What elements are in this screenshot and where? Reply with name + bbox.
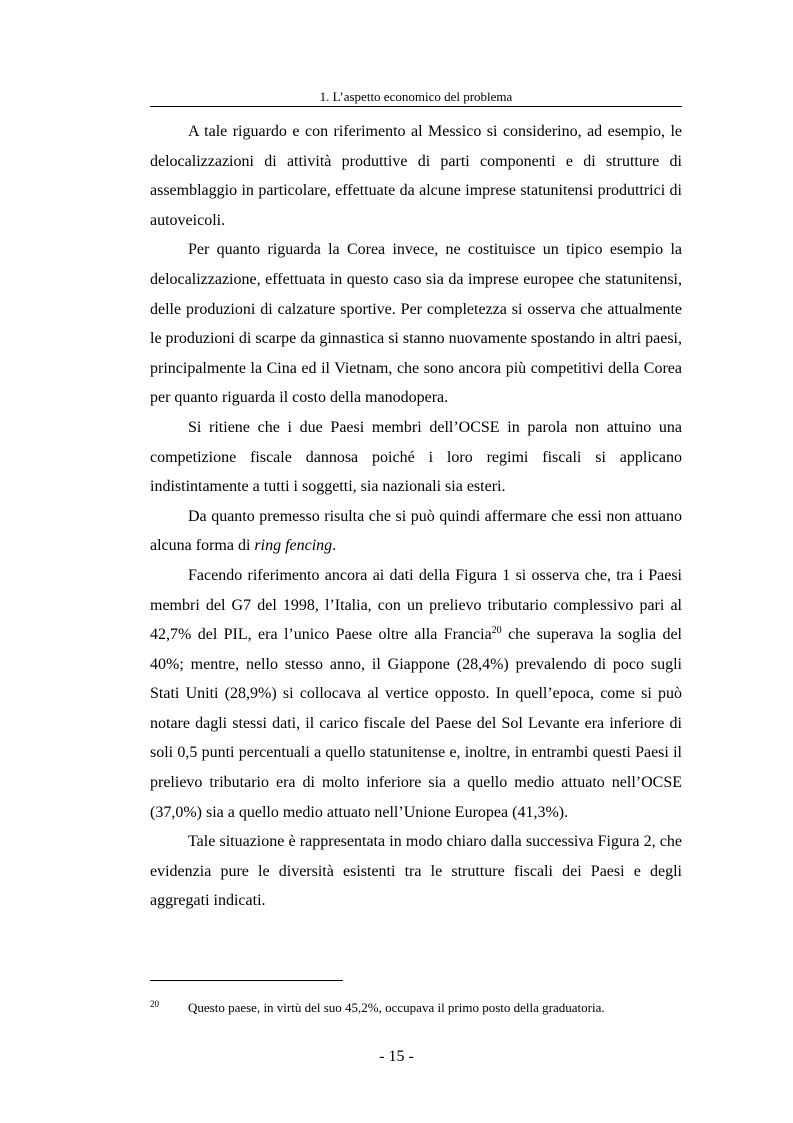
paragraph-ring-fencing-end: . <box>332 537 337 555</box>
header-rule <box>150 106 682 107</box>
paragraph-ring-fencing <box>150 502 682 561</box>
paragraph-g7-text: Facendo riferimento ancora ai dati della Figura 1 si osserva che, tra i Paesi membri del G7 del 1998, l’Italia, con un prelievo tributario complessivo pari al 42,7% del PIL, era l’unico Paese oltre alla Francia <box>150 566 682 644</box>
running-header: 1. L’aspetto economico del problema <box>319 89 513 104</box>
footnote-text: Questo paese, in virtù del suo 45,2%, occupava il primo posto della graduatoria. <box>188 1000 605 1015</box>
body-text <box>150 117 682 916</box>
paragraph-g7 <box>150 561 682 827</box>
footnote-reference[interactable]: 20 <box>491 625 502 637</box>
footnote-rule <box>150 980 343 981</box>
ring-fencing-term: ring fencing <box>254 537 333 555</box>
paragraph-g7-continuation: che superava la soglia del 40%; mentre, nello stesso anno, il Giappone (28,4%) prevalendo di poco sugli Stati Uniti (28,9%) si collocava al vertice opposto. In quell’epoca, come si può notare dagli stessi dati, il carico fiscale del Paese del Sol Levante era inferiore di soli 0,5 punti percentuali a quello statunitense e, inoltre, in entrambi questi Paesi il prelievo tributario era di molto inferiore sia a quello medio attuato nell’OCSE (37,0%) sia a quello medio attuato nell’Unione Europea (41,3%). <box>150 626 682 821</box>
paragraph-figure-2: Tale situazione è rappresentata in modo chiaro dalla successiva Figura 2, che evidenzia pure le diversità esistenti tra le strutture fiscali dei Paesi e degli aggregati indicati. <box>150 833 682 910</box>
paragraph-ocse: Si ritiene che i due Paesi membri dell’OCSE in parola non attuino una competizione fiscale dannosa poiché i loro regimi fiscali si applicano indistintamente a tutti i soggetti, sia nazionali sia esteri. <box>150 418 682 496</box>
footnote-number: 20 <box>150 999 159 1009</box>
paragraph-mexico: A tale riguardo e con riferimento al Messico si considerino, ad esempio, le delocalizzazioni di attività produttive di parti componenti e di strutture di assemblaggio in particolare, effettuate da alcune imprese statunitensi produttrici di autoveicoli. <box>150 123 682 229</box>
paragraph-korea: Per quanto riguarda la Corea invece, ne costituisce un tipico esempio la delocalizzazione, effettuata in questo caso sia da imprese europee che statunitensi, delle produzioni di calzature sportive. Per completezza si osserva che attualmente le produzioni di scarpe da ginnastica si stanno nuovamente spostando in altri paesi, principalmente la Cina ed il Vietnam, che sono ancora più competitivi della Corea per quanto riguarda il costo della manodopera. <box>150 241 682 407</box>
paragraph-ring-fencing-text: Da quanto premesso risulta che si può quindi affermare che essi non attuano alcuna forma di <box>150 507 682 555</box>
page-number: - 15 - <box>379 1048 414 1065</box>
